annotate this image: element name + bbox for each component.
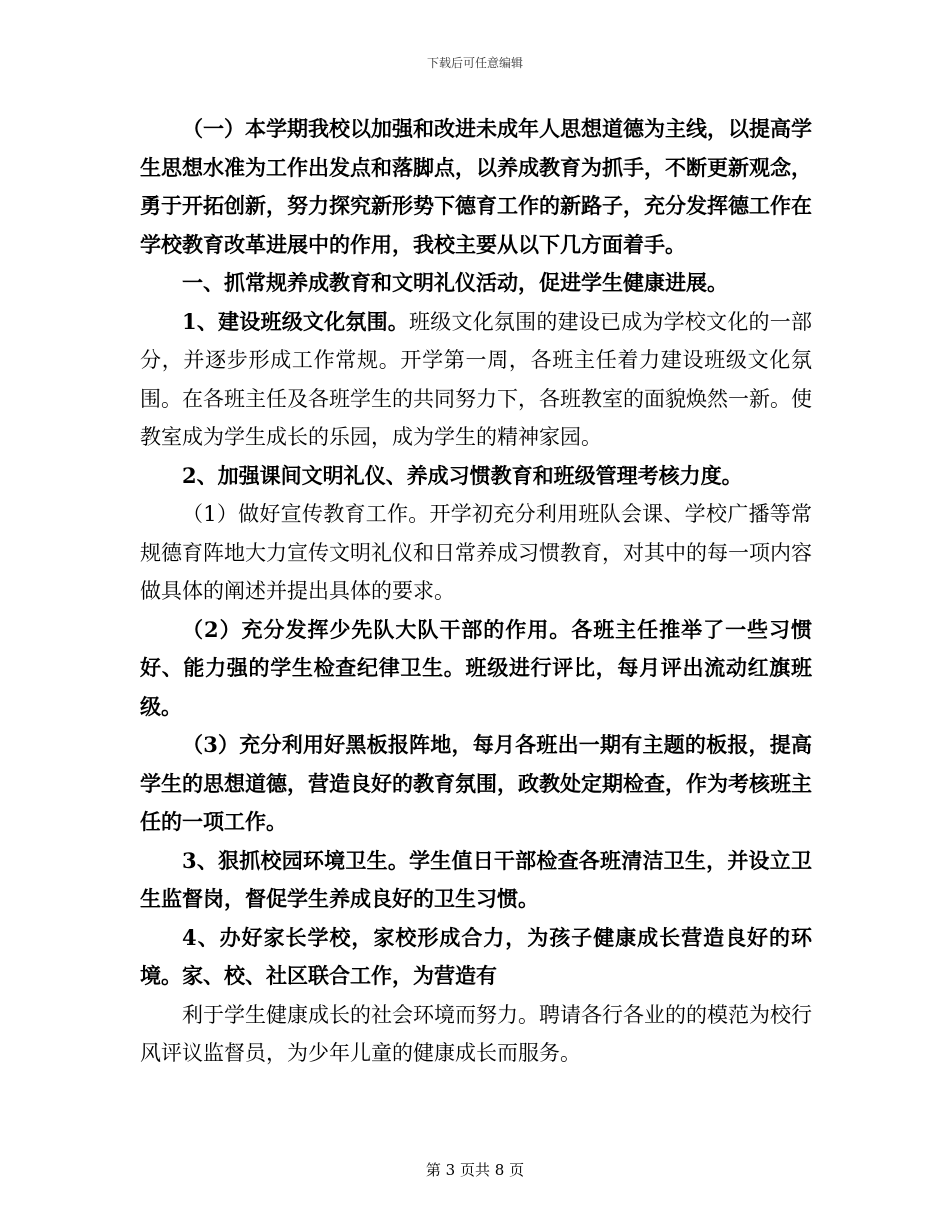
document-body [140,110,812,1073]
subheading-etiquette: 2、加强课间文明礼仪、养成习惯教育和班级管理考核力度。 [182,462,743,488]
paragraph-class-culture-lead: 1、建设班级文化氛围。 [182,308,410,334]
paragraph-blackboard: （3）充分利用好黑板报阵地，每月各班出一期有主题的板报，提高学生的思想道德，营造良好的教育氛围，政教处定期检查，作为考核班主任的一项工作。 [140,732,812,834]
page-number: 第 3 页共 8 页 [425,1161,525,1179]
paragraph-parent-school: 4、办好家长学校，家校形成合力，为孩子健康成长营造良好的环境。家、校、社区联合工作，为营造有 [140,924,812,988]
paragraph-hygiene: 3、狠抓校园环境卫生。学生值日干部检查各班清洁卫生，并设立卫生监督岗，督促学生养成良好的卫生习惯。 [140,847,812,911]
paragraph-social-environment: 利于学生健康成长的社会环境而努力。聘请各行各业的的模范为校行风评议监督员，为少年儿童的健康成长而服务。 [140,1002,812,1065]
paragraph-class-culture [140,303,812,457]
paragraph-propaganda: （1）做好宣传教育工作。开学初充分利用班队会课、学校广播等常规德育阵地大力宣传文明礼仪和日常养成习惯教育，对其中的每一项内容做具体的阐述并提出具体的要求。 [140,502,812,603]
page-header-note: 下载后可任意编辑 [426,56,523,70]
paragraph-intro: （一）本学期我校以加强和改进未成年人思想道德为主线，以提高学生思想水准为工作出发点和落脚点，以养成教育为抓手，不断更新观念，勇于开拓创新，努力探究新形势下德育工作的新路子，充分发挥德工作在学校教育改革进展中的作用，我校主要从以下几方面着手。 [140,116,812,257]
paragraph-class-culture-body: 班级文化氛围的建设已成为学校文化的一部分，并逐步形成工作常规。开学第一周，各班主任着力建设班级文化氛围。在各班主任及各班学生的共同努力下，各班教室的面貌焕然一新。使教室成为学生成长的乐园，成为学生的精神家园。 [140,309,812,449]
paragraph-young-pioneers: （2）充分发挥少先队大队干部的作用。各班主任推举了一些习惯好、能力强的学生检查纪律卫生。班级进行评比，每月评出流动红旗班级。 [140,616,812,719]
section-heading-1: 一、抓常规养成教育和文明礼仪活动，促进学生健康进展。 [182,270,728,295]
